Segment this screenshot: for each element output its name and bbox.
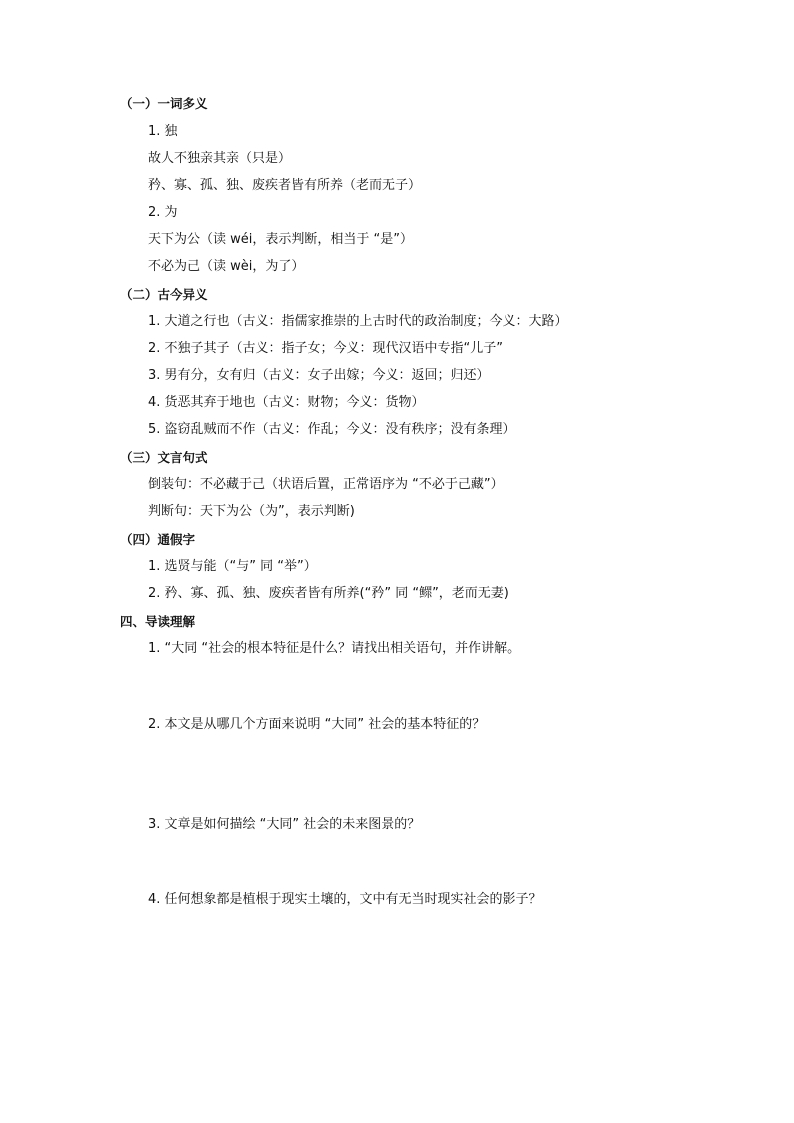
ancient-modern-item: 5. 盗窃乱贼而不作（古义：作乱；今义：没有秩序；没有条理） xyxy=(148,422,516,437)
polysemy-item: 1. 独 xyxy=(148,124,178,139)
polysemy-item: 天下为公（读 wéi，表示判断，相当于 “是”） xyxy=(148,232,413,247)
section-heading-ancient-modern: （二）古今异义 xyxy=(120,287,208,302)
ancient-modern-item: 4. 货恶其弃于地也（古义：财物；今义：货物） xyxy=(148,395,425,410)
section-heading-loan-characters: （四）通假字 xyxy=(120,532,196,547)
question-item: 1. “大同 “社会的根本特征是什么？请找出相关语句，并作讲解。 xyxy=(148,641,521,656)
ancient-modern-item: 2. 不独子其子（古义：指子女；今义：现代汉语中专指“儿子” xyxy=(148,341,504,356)
loan-character-item: 2. 矜、寡、孤、独、废疾者皆有所养(“矜” 同 “鳏”，老而无妻) xyxy=(148,586,509,601)
section-heading-reading-comprehension: 四、导读理解 xyxy=(120,614,196,629)
polysemy-item: 矜、寡、孤、独、废疾者皆有所养（老而无子） xyxy=(148,178,422,193)
polysemy-item: 故人不独亲其亲（只是） xyxy=(148,151,292,166)
loan-character-item: 1. 选贤与能（“与” 同 “举”） xyxy=(148,559,317,574)
sentence-pattern-item: 判断句：天下为公（为”，表示判断) xyxy=(148,504,355,519)
sentence-pattern-item: 倒装句：不必藏于己（状语后置，正常语序为 “不必于己藏”） xyxy=(148,477,504,492)
question-item: 2. 本文是从哪几个方面来说明 “大同” 社会的基本特征的？ xyxy=(148,717,486,732)
ancient-modern-item: 3. 男有分，女有归（古义：女子出嫁；今义：返回；归还） xyxy=(148,368,490,383)
polysemy-item: 2. 为 xyxy=(148,205,178,220)
question-item: 3. 文章是如何描绘 “大同” 社会的未来图景的？ xyxy=(148,817,421,832)
ancient-modern-item: 1. 大道之行也（古义：指儒家推崇的上古时代的政治制度；今义：大路） xyxy=(148,314,568,329)
section-heading-sentence-patterns: （三）文言句式 xyxy=(120,450,208,465)
question-item: 4. 任何想象都是植根于现实土壤的，文中有无当时现实社会的影子？ xyxy=(148,892,542,907)
polysemy-item: 不必为己（读 wèi，为了） xyxy=(148,259,305,274)
section-heading-polysemy: （一）一词多义 xyxy=(120,96,208,111)
